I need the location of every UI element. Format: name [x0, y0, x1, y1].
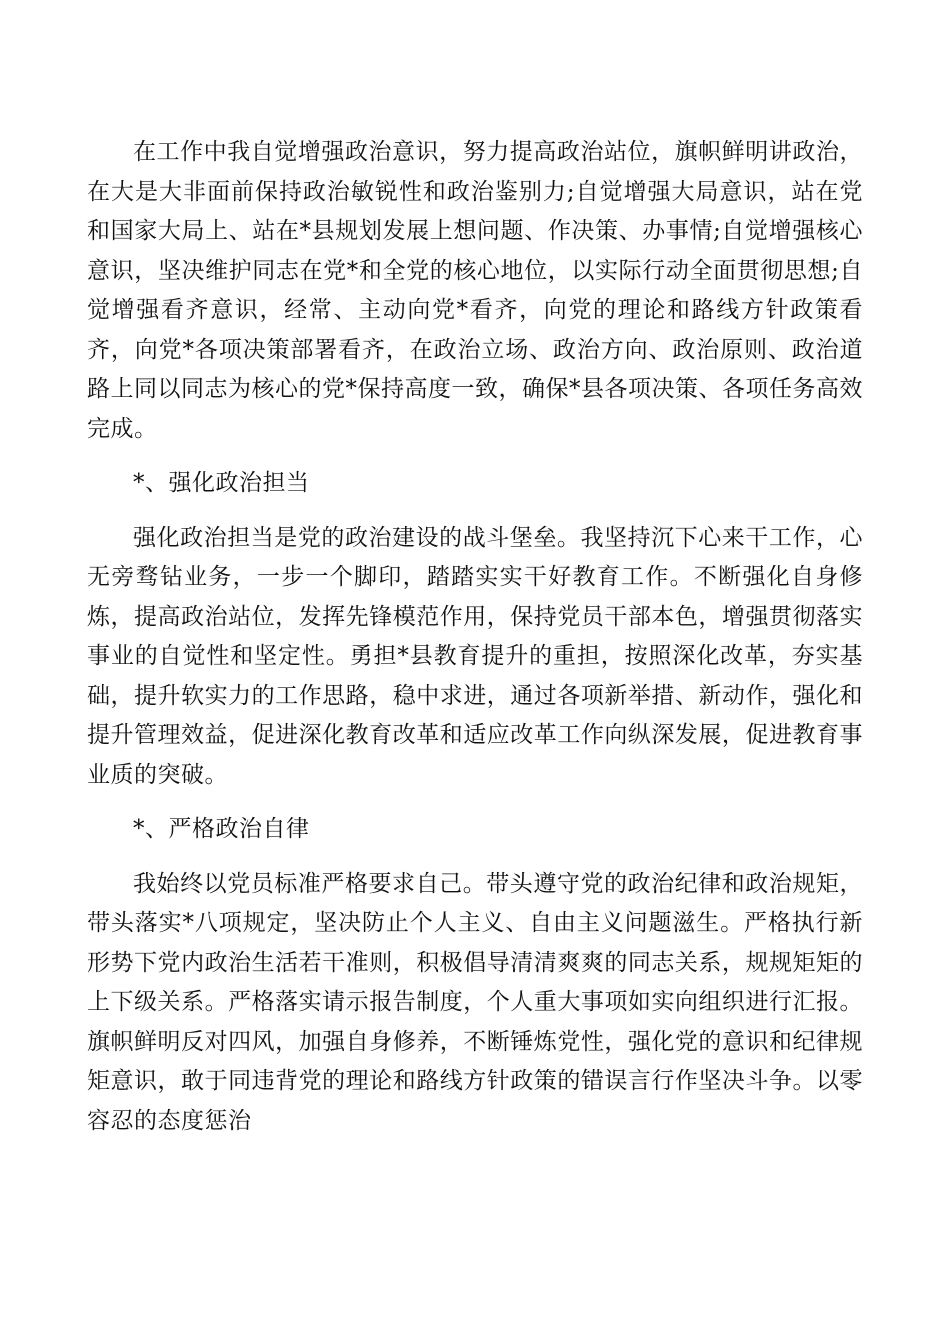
paragraph-political-responsibility: 强化政治担当是党的政治建设的战斗堡垒。我坚持沉下心来干工作，心无旁骛钻业务，一步一个脚印，踏踏实实干好教育工作。不断强化自身修炼，提高政治站位，发挥先锋模范作用，保持党员干部本色，增强贯彻落实事业的自觉性和坚定性。勇担*县教育提升的重担，按照深化改革，夯实基础，提升软实力的工作思路，稳中求进，通过各项新举措、新动作，强化和提升管理效益，促进深化教育改革和适应改革工作向纵深发展，促进教育事业质的突破。	[87, 524, 863, 788]
document-body	[87, 133, 863, 1141]
section-heading-political-self-discipline: *、严格政治自律	[133, 816, 310, 842]
paragraph-political-awareness: 在工作中我自觉增强政治意识，努力提高政治站位，旗帜鲜明讲政治，在大是大非面前保持政治敏锐性和政治鉴别力;自觉增强大局意识，站在党和国家大局上、站在*县规划发展上想问题、作决策、办事情;自觉增强核心意识，坚决维护同志在党*和全党的核心地位，以实际行动全面贯彻思想;自觉增强看齐意识，经常、主动向党*看齐，向党的理论和路线方针政策看齐，向党*各项决策部署看齐，在政治立场、政治方向、政治原则、政治道路上同以同志为核心的党*保持高度一致，确保*县各项决策、各项任务高效完成。	[87, 139, 863, 442]
paragraph-political-self-discipline: 我始终以党员标准严格要求自己。带头遵守党的政治纪律和政治规矩，带头落实*八项规定，坚决防止个人主义、自由主义问题滋生。严格执行新形势下党内政治生活若干准则，积极倡导清清爽爽的同志关系，规规矩矩的上下级关系。严格落实请示报告制度，个人重大事项如实向组织进行汇报。旗帜鲜明反对四风，加强自身修养，不断锤炼党性，强化党的意识和纪律规矩意识，敢于同违背党的理论和路线方针政策的错误言行作坚决斗争。以零容忍的态度惩治	[87, 870, 863, 1134]
section-heading-political-responsibility: *、强化政治担当	[133, 470, 310, 496]
